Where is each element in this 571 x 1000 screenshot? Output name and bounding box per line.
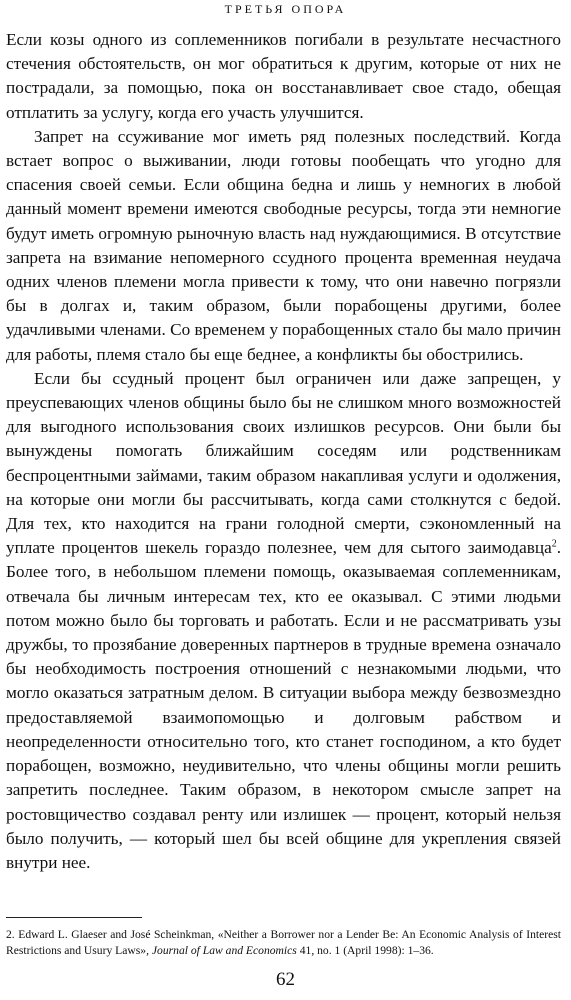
- paragraph-2: Запрет на ссуживание мог иметь ряд полезных последствий. Когда встает вопрос о выживании, люди готовы пообещать что угодно для спасения своей семьи. Если община бедна и лишь у немногих в любой данный момент времени имеются свободные ресурсы, тогда эти немногие будут иметь огромную рыночную власть над нуждающимися. В отсутствие запрета на взимание непомерного ссудного процента временная неудача одних членов племени могла привести к тому, что они навечно погрязли бы в долгах и, таким образом, были порабощены другими, более удачливыми членами. Со временем у порабощенных стало бы мало причин для работы, племя стало бы еще беднее, а конфликты бы обострились.: [6, 126, 561, 364]
- footnote-number: 2.: [6, 928, 15, 941]
- footnote-journal: Journal of Law and Economics: [151, 944, 297, 957]
- paragraph-3-text-a: Если бы ссудный процент был ограничен или даже запрещен, у преуспевающих членов общины было бы не слишком много возможностей для выгодного использования своих излишков ресурсов. Они были бы вынуждены помогать ближайшим соседям или родственникам беспроцентными займами, таким образом накапливая услуги и одолжения, на которые они могли бы рассчитывать, когда сами столкнутся с бедой. Для тех, кто находится на грани голодной смерти, сэкономленный на уплате процентов шекель гораздо полезнее, чем для сытого заимодавца: [6, 368, 561, 558]
- paragraph-1: Если козы одного из соплеменников погибали в результате несчастного стечения обстоятельств, он мог обратиться к другим, которые от них не пострадали, за помощью, пока он восстанавливает свое стадо, обещая отплатить за услугу, когда его участь улучшится.: [6, 30, 561, 122]
- footnote-divider: [6, 917, 142, 918]
- footnote-text: Edward L. Glaeser and José Scheinkman, «Neither a Borrower nor a Lender Be: An Economic Analysis of Interest Restrictions and Usury Laws»,: [6, 928, 562, 957]
- footnote-marker[interactable]: 2: [551, 538, 557, 550]
- paragraph-3-text-b: . Более того, в небольшом племени помощь, оказываемая соплеменникам, отвечала бы личным интересам тех, кто ее оказывал. С этими людьми потом можно было бы торговать и работать. Если и не рассматривать узы дружбы, то прозябание доверенных партнеров в трудные времена означало бы необходимость построения отношений с незнакомыми людьми, что могло оказаться затратным делом. В ситуации выбора между безвозмездно предоставляемой взаимопомощью и долговым рабством и неопределенности относительно того, кто станет господином, а кто будет порабощен, возможно, неудивительно, что члены общины могли решить запретить последнее. Таким образом, в некотором смысле запрет на ростовщичество создавал ренту или излишек — процент, который нельзя было получить, — который шел бы всей общине для укрепления связей внутри нее.: [6, 538, 561, 872]
- footnote-details: 41, no. 1 (April 1998): 1–36.: [299, 944, 434, 957]
- page-number: 62: [276, 969, 295, 990]
- footnote: [6, 927, 561, 959]
- paragraph-3: [6, 367, 561, 875]
- running-head: ТРЕТЬЯ ОПОРА: [224, 2, 347, 16]
- body-text: [6, 28, 561, 875]
